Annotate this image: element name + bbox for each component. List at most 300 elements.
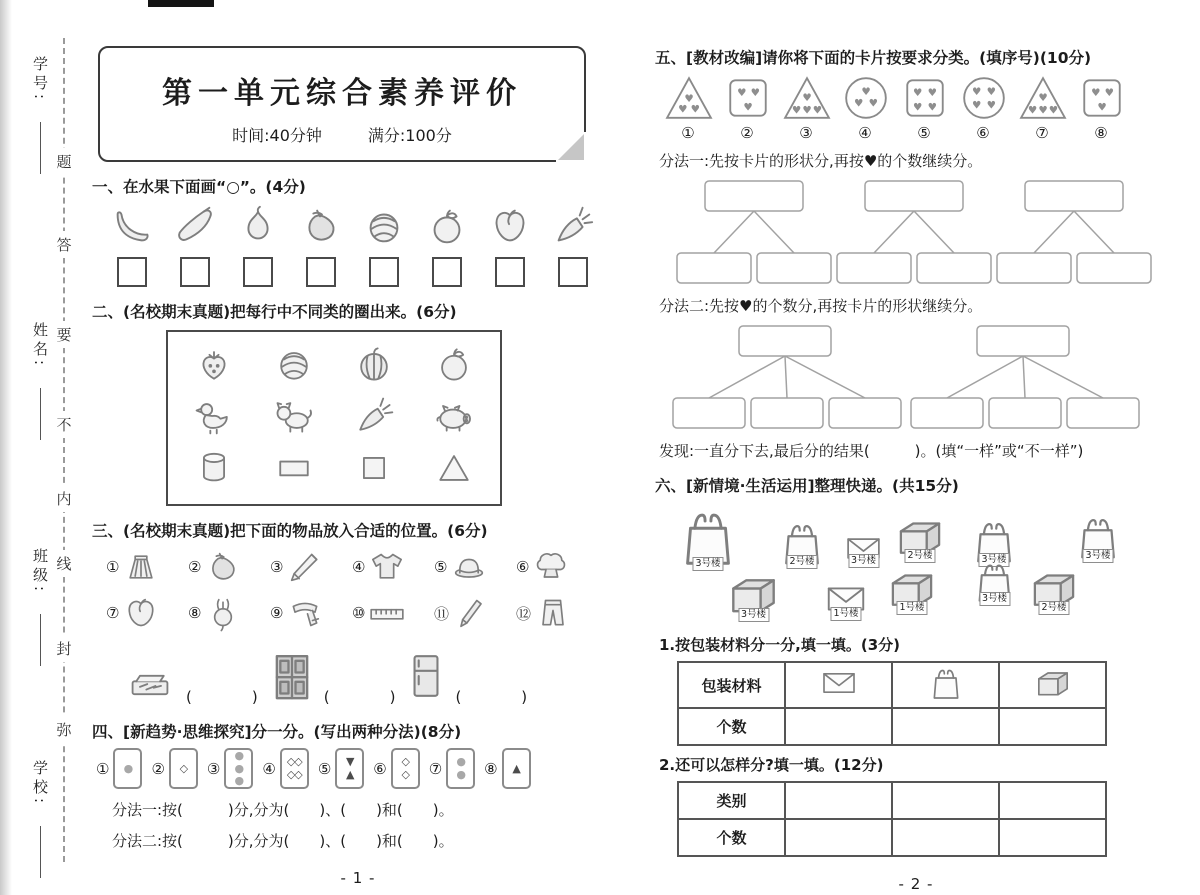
target-wardrobe — [264, 645, 396, 707]
fruit-eggplant — [289, 203, 352, 249]
item-skirt — [106, 547, 178, 587]
fruit-cucumber — [163, 203, 226, 249]
square-heart-card-icon — [1078, 74, 1126, 122]
item-number: ⑧ — [188, 604, 202, 622]
question-2 — [92, 300, 624, 506]
triangle-heart-card-icon — [665, 74, 713, 122]
question-5 — [655, 46, 1177, 461]
card-④ — [262, 748, 308, 789]
seal-char: 不 — [55, 411, 72, 438]
card-⑦ — [1019, 74, 1067, 142]
card-⑧ — [1078, 74, 1126, 142]
shape-card: ◇ — [169, 748, 198, 789]
package-label: 3号楼 — [1082, 549, 1113, 563]
cucumber-icon — [172, 203, 218, 249]
seal-char: 要 — [55, 321, 72, 348]
shape-card: ● — [113, 748, 142, 789]
q2-item-pig — [432, 394, 476, 442]
material-cell-2 — [999, 662, 1106, 708]
package-bag — [1071, 510, 1125, 568]
scan-edge-shade — [0, 0, 12, 895]
item-number: ④ — [352, 558, 366, 576]
category-cell — [999, 782, 1106, 819]
package-box — [893, 510, 947, 568]
full-score: 满分:100分 — [367, 126, 452, 145]
page-1-number: - 1 - — [340, 869, 376, 887]
square-heart-card-icon — [724, 74, 772, 122]
packing-material-table — [677, 661, 1107, 746]
cylinder-icon — [192, 446, 236, 490]
count-cell — [892, 708, 999, 745]
card-number: ⑥ — [976, 124, 990, 142]
q4-method-line-1: 分法一:按( )分,分为( )、( )和( )。 — [112, 801, 454, 819]
item-eggplant — [188, 547, 260, 587]
q6-sub-question-2: 2.还可以怎样分?填一填。(12分) — [659, 756, 884, 774]
answer-box — [306, 257, 336, 287]
answer-cell — [416, 249, 479, 287]
question-6 — [655, 474, 1177, 857]
svg-text:♥: ♥ — [986, 99, 996, 112]
card-number: ③ — [206, 759, 221, 778]
q6-sub-question-1: 1.按包装材料分一分,填一填。(3分) — [659, 636, 900, 654]
card-④ — [842, 74, 890, 142]
triangle-heart-card-icon — [783, 74, 831, 122]
carrot-icon — [550, 203, 596, 249]
question-6-title: 六、[新情境·生活运用]整理快递。(共15分) — [655, 477, 959, 495]
table-row — [678, 782, 1106, 819]
count-cell — [785, 708, 892, 745]
table-header: 个数 — [678, 819, 785, 856]
q2-item-duck — [192, 394, 236, 442]
item-number: ⑩ — [352, 604, 366, 622]
eggplant-icon — [203, 547, 243, 587]
seal-char: 封 — [55, 635, 72, 662]
cabbage-icon — [272, 342, 316, 386]
category-cell — [785, 782, 892, 819]
item-shirt — [352, 547, 424, 587]
package-envelope — [823, 576, 869, 626]
card-number: ⑧ — [1094, 124, 1108, 142]
q2-item-watermelon — [352, 342, 396, 390]
margin-field: 学校: — [31, 760, 49, 808]
duck-icon — [192, 394, 236, 438]
svg-text:♥: ♥ — [1091, 86, 1101, 99]
package-box — [725, 566, 782, 627]
question-3-title: 三、(名校期末真题)把下面的物品放入合适的位置。(6分) — [92, 522, 488, 540]
eggplant-icon — [298, 203, 344, 249]
card-① — [96, 748, 142, 789]
svg-text:♥: ♥ — [743, 101, 753, 114]
answer-cell — [226, 249, 289, 287]
wardrobe-icon — [264, 645, 320, 707]
radish-icon — [203, 593, 243, 633]
q5-method-2: 分法二:先按♥的个数分,再按卡片的形状继续分。 — [659, 297, 983, 315]
answer-box — [432, 257, 462, 287]
package-label: 3号楼 — [692, 557, 723, 571]
hat-icon — [449, 547, 489, 587]
item-scarf — [270, 593, 342, 633]
tree-answer-box — [989, 398, 1061, 428]
margin-field: 班级: — [31, 548, 49, 596]
watermelon-icon — [352, 342, 396, 386]
count-cell — [999, 819, 1106, 856]
tree-answer-box — [757, 253, 831, 283]
paper-subtitle — [100, 123, 584, 146]
item-pants — [516, 593, 588, 633]
answer-cell — [542, 249, 605, 287]
answer-box — [117, 257, 147, 287]
q1-answer-row — [100, 249, 605, 287]
answer-blank: ( ) — [323, 688, 396, 706]
tree-answer-box — [705, 181, 803, 211]
cauliflower-icon — [531, 547, 571, 587]
svg-text:♥: ♥ — [802, 104, 812, 117]
pen-icon — [451, 593, 491, 633]
margin-field-line — [40, 122, 41, 174]
page-2 — [655, 46, 1177, 893]
shape-card: ◇◇ ◇◇ — [280, 748, 309, 789]
box-icon — [1033, 663, 1073, 703]
q3-targets — [118, 645, 624, 707]
table-row — [678, 819, 1106, 856]
q3-items-row-2 — [106, 593, 624, 633]
card-number: ⑦ — [1035, 124, 1049, 142]
question-3 — [92, 519, 624, 707]
item-cauliflower — [516, 547, 588, 587]
strawberry-icon — [192, 342, 236, 386]
tree-answer-box — [911, 398, 983, 428]
card-② — [724, 74, 772, 142]
svg-text:♥: ♥ — [854, 97, 864, 110]
svg-text:♥: ♥ — [791, 104, 802, 117]
q2-item-carrot — [352, 394, 396, 442]
card-number: ⑤ — [317, 759, 332, 778]
card-⑧ — [484, 748, 530, 789]
card-number: ② — [740, 124, 754, 142]
package-label: 1号楼 — [896, 601, 927, 615]
item-pencil — [270, 547, 342, 587]
table-row — [678, 662, 1106, 708]
seal-char: 题 — [55, 148, 72, 175]
q3-items-row-1 — [106, 547, 624, 587]
item-number: ⑥ — [516, 558, 530, 576]
pig-icon — [432, 394, 476, 438]
title-box — [98, 46, 586, 162]
item-number: ⑦ — [106, 604, 120, 622]
page-fold-icon — [556, 132, 586, 162]
item-number: ② — [188, 558, 202, 576]
svg-text:♥: ♥ — [690, 103, 700, 116]
package-label: 3号楼 — [848, 554, 879, 568]
tree-answer-box — [865, 181, 963, 211]
card-② — [151, 748, 197, 789]
q5-cards — [665, 74, 1177, 142]
q2-item-square — [352, 446, 396, 494]
shape-card: ● ● — [446, 748, 475, 789]
tree-answer-box — [829, 398, 901, 428]
target-pencil-case — [118, 663, 258, 707]
question-1-title: 一、在水果下面画“○”。(4分) — [92, 178, 306, 196]
package-envelope — [843, 528, 884, 573]
question-2-title: 二、(名校期末真题)把每行中不同类的圈出来。(6分) — [92, 303, 457, 321]
shape-card: ▲ — [502, 748, 531, 789]
card-⑦ — [429, 748, 475, 789]
svg-text:♥: ♥ — [1097, 101, 1107, 114]
bag-icon — [926, 663, 966, 703]
svg-text:♥: ♥ — [737, 86, 747, 99]
envelope-icon — [819, 663, 859, 703]
svg-text:♥: ♥ — [972, 85, 982, 98]
card-number: ④ — [262, 759, 276, 778]
package-label: 2号楼 — [1038, 601, 1069, 615]
margin-field-line — [40, 826, 41, 878]
item-number: ① — [106, 558, 120, 576]
answer-cell — [479, 249, 542, 287]
answer-cell — [163, 249, 226, 287]
classification-tree-1 — [669, 175, 1161, 287]
q2-grid — [166, 330, 502, 506]
svg-text:♥: ♥ — [750, 86, 760, 99]
peach-icon — [121, 593, 161, 633]
package-label: 2号楼 — [786, 555, 817, 569]
card-⑤ — [318, 748, 364, 789]
tree-answer-box — [1077, 253, 1151, 283]
answer-cell — [289, 249, 352, 287]
item-number: ⑤ — [434, 558, 448, 576]
shape-card: ● ● ● — [224, 748, 253, 789]
scan-mark — [148, 0, 214, 7]
fruit-carrot — [542, 203, 605, 249]
refrigerator-icon — [401, 645, 451, 707]
margin-field-line — [40, 388, 41, 440]
card-number: ⑥ — [373, 759, 387, 778]
tree-answer-box — [673, 398, 745, 428]
q2-item-rectangle — [272, 446, 316, 494]
pear-icon — [235, 203, 281, 249]
table-row — [678, 708, 1106, 745]
banana-icon — [109, 203, 155, 249]
q5-method-1: 分法一:先按卡片的形状分,再按♥的个数继续分。 — [659, 152, 983, 170]
question-4-title: 四、[新趋势·思维探究]分一分。(写出两种分法)(8分) — [92, 723, 462, 741]
svg-text:♥: ♥ — [1104, 86, 1114, 99]
q2-item-strawberry — [192, 342, 236, 390]
item-number: ⑫ — [516, 604, 532, 623]
triangle-icon — [432, 446, 476, 490]
svg-text:♥: ♥ — [1038, 92, 1048, 105]
apple-icon — [432, 342, 476, 386]
card-number: ⑦ — [428, 759, 443, 778]
svg-text:♥: ♥ — [972, 99, 982, 112]
tree-answer-box — [997, 253, 1071, 283]
answer-box — [180, 257, 210, 287]
material-cell-1 — [892, 662, 999, 708]
svg-text:♥: ♥ — [913, 101, 923, 114]
svg-text:♥: ♥ — [802, 92, 812, 105]
item-number: ⑨ — [270, 604, 284, 622]
material-cell-0 — [785, 662, 892, 708]
card-③ — [207, 748, 253, 789]
svg-text:♥: ♥ — [986, 85, 996, 98]
q1-fruit-row — [100, 203, 605, 249]
item-peach — [106, 593, 178, 633]
question-4 — [92, 720, 624, 851]
table-header: 个数 — [678, 708, 785, 745]
scarf-icon — [285, 593, 325, 633]
q2-item-apple — [432, 342, 476, 390]
package-bag — [775, 516, 829, 574]
count-cell — [892, 819, 999, 856]
package-label: 3号楼 — [738, 608, 769, 622]
shape-card: ▼ ▲ — [335, 748, 364, 789]
card-number: ① — [681, 124, 695, 142]
svg-text:♥: ♥ — [1048, 104, 1059, 117]
answer-cell — [353, 249, 416, 287]
answer-box — [495, 257, 525, 287]
tree-answer-box — [1067, 398, 1139, 428]
q5-finding: 发现:一直分下去,最后分的结果( )。(填“一样”或“不一样”) — [659, 442, 1084, 460]
card-③ — [783, 74, 831, 142]
classification-tree-2 — [669, 320, 1161, 432]
svg-text:♥: ♥ — [1027, 104, 1038, 117]
card-⑥ — [960, 74, 1008, 142]
fruit-banana — [100, 203, 163, 249]
tree-answer-box — [837, 253, 911, 283]
card-number: ⑤ — [917, 124, 931, 142]
q6-packages — [671, 502, 1177, 626]
item-number: ⑪ — [434, 604, 450, 623]
q2-row-1 — [174, 340, 494, 392]
tree-answer-box — [917, 253, 991, 283]
q2-row-2 — [174, 392, 494, 444]
q2-row-3 — [174, 444, 494, 496]
package-box — [1027, 562, 1081, 620]
card-number: ⑧ — [484, 759, 498, 778]
fruit-peach — [479, 203, 542, 249]
answer-cell — [100, 249, 163, 287]
card-number: ③ — [799, 124, 813, 142]
fruit-apple — [416, 203, 479, 249]
q4-method-line-2: 分法二:按( )分,分为( )、( )和( )。 — [112, 832, 454, 850]
svg-text:♥: ♥ — [812, 104, 823, 117]
table-header: 包装材料 — [678, 662, 785, 708]
svg-text:♥: ♥ — [927, 86, 937, 99]
tree-answer-box — [1025, 181, 1123, 211]
card-number: ④ — [858, 124, 872, 142]
answer-box — [558, 257, 588, 287]
tree-answer-box — [751, 398, 823, 428]
package-label: 2号楼 — [904, 549, 935, 563]
page-2-number: - 2 - — [898, 875, 934, 893]
count-cell — [785, 819, 892, 856]
q2-item-dog — [272, 394, 316, 442]
q2-item-triangle — [432, 446, 476, 494]
answer-box — [369, 257, 399, 287]
tree-answer-box — [739, 326, 831, 356]
card-① — [665, 74, 713, 142]
margin-field: 学号: — [31, 56, 49, 104]
carrot-icon — [352, 394, 396, 438]
pants-icon — [533, 593, 573, 633]
seal-char: 线 — [55, 550, 72, 577]
item-hat — [434, 547, 506, 587]
margin-field-line — [40, 614, 41, 666]
seal-char: 弥 — [55, 716, 72, 743]
count-cell — [999, 708, 1106, 745]
square-icon — [352, 446, 396, 490]
square-heart-card-icon — [901, 74, 949, 122]
item-number: ③ — [270, 558, 284, 576]
q4-cards — [96, 748, 624, 789]
category-table — [677, 781, 1107, 857]
seal-char: 内 — [55, 485, 72, 512]
item-radish — [188, 593, 260, 633]
card-⑥ — [373, 748, 419, 789]
q2-item-cylinder — [192, 446, 236, 494]
package-bag — [673, 502, 743, 576]
triangle-heart-card-icon — [1019, 74, 1067, 122]
shirt-icon — [367, 547, 407, 587]
ruler-icon — [367, 593, 407, 633]
cabbage-icon — [361, 203, 407, 249]
answer-blank: ( ) — [186, 688, 258, 706]
answer-box — [243, 257, 273, 287]
peach-icon — [487, 203, 533, 249]
tree-answer-box — [677, 253, 751, 283]
circle-heart-card-icon — [842, 74, 890, 122]
package-box — [885, 562, 939, 620]
svg-text:♥: ♥ — [861, 85, 871, 98]
question-1 — [92, 175, 624, 287]
package-bag — [969, 556, 1020, 611]
paper-title: 第一单元综合素养评价 — [162, 76, 522, 111]
pencil-case-icon — [118, 663, 182, 707]
card-number: ② — [151, 759, 165, 778]
svg-text:♥: ♥ — [678, 103, 688, 116]
package-label: 3号楼 — [979, 592, 1010, 606]
shape-card: ◇ ◇ — [391, 748, 420, 789]
svg-text:♥: ♥ — [684, 93, 694, 106]
category-cell — [892, 782, 999, 819]
fruit-pear — [226, 203, 289, 249]
question-5-title: 五、[教材改编]请你将下面的卡片按要求分类。(填序号)(10分) — [655, 49, 1092, 67]
pencil-icon — [285, 547, 325, 587]
skirt-icon — [121, 547, 161, 587]
apple-icon — [424, 203, 470, 249]
q2-item-cabbage — [272, 342, 316, 390]
svg-text:♥: ♥ — [913, 86, 923, 99]
tree-answer-box — [977, 326, 1069, 356]
svg-text:♥: ♥ — [927, 101, 937, 114]
fruit-cabbage — [353, 203, 416, 249]
card-⑤ — [901, 74, 949, 142]
time-limit: 时间:40分钟 — [232, 126, 322, 145]
table-header: 类别 — [678, 782, 785, 819]
seal-char: 答 — [55, 231, 72, 258]
page-1 — [92, 46, 624, 887]
item-pen — [434, 593, 506, 633]
package-label: 1号楼 — [830, 607, 861, 621]
rectangle-icon — [272, 446, 316, 490]
card-number: ① — [96, 759, 110, 778]
margin-field: 姓名: — [31, 322, 49, 370]
svg-text:♥: ♥ — [868, 97, 878, 110]
q3-items — [92, 547, 624, 633]
answer-blank: ( ) — [455, 688, 528, 706]
svg-text:♥: ♥ — [1038, 104, 1048, 117]
circle-heart-card-icon — [960, 74, 1008, 122]
package-label: 3号楼 — [978, 553, 1009, 567]
dog-icon — [272, 394, 316, 438]
